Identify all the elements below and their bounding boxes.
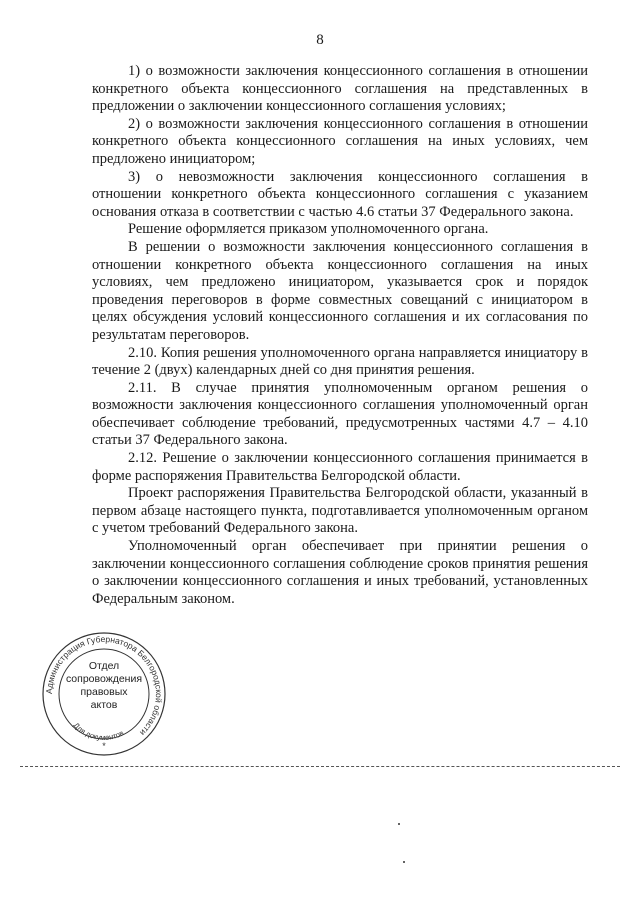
- paragraph-2-12: 2.12. Решение о заключении концессионного соглашения принимается в форме распоряжения Правительства Белгородской области.: [92, 450, 588, 484]
- office-stamp: [40, 630, 168, 758]
- paragraph-2-11: 2.11. В случае принятия уполномоченным органом решения о возможности заключения концессионного соглашения уполномоченный орган обеспечивает соблюдение требований, предусмотренных частями 4.7 – 4.10 статьи 37 Федерального закона.: [92, 379, 588, 449]
- stamp-inner-text: Для документов: [71, 720, 126, 743]
- stamp-outer-text: Администрация Губернатора Белгородской области: [43, 633, 165, 738]
- paragraph-2-10: 2.10. Копия решения уполномоченного органа направляется инициатору в течение 2 (двух) календарных дней со дня принятия решения.: [92, 344, 588, 379]
- document-body: [92, 63, 588, 608]
- paragraph-option-3: 3) о невозможности заключения концессионного соглашения в отношении конкретного объекта концессионного соглашения с указанием основания отказа в соответствии с частью 4.6 статьи 37 Федерального закона.: [92, 168, 588, 220]
- paragraph-negotiations: В решении о возможности заключения концессионного соглашения в отношении конкретного объекта концессионного соглашения на иных условиях, чем предложено инициатором, указывается срок и порядок проведения переговоров в форме совместных совещаний с инициатором в целях обсуждения условий концессионного соглашения и их согласования по результатам переговоров.: [92, 238, 588, 343]
- stamp-line-2: сопровождения: [65, 673, 143, 685]
- stamp-line-3: правовых: [80, 686, 128, 698]
- stamp-line-1: Отдел: [88, 660, 120, 672]
- paragraph-option-1: 1) о возможности заключения концессионного соглашения в отношении конкретного объекта концессионного соглашения на представленных в предложении о заключении концессионного соглашения условиях;: [92, 63, 588, 115]
- scan-speck: [398, 823, 400, 825]
- scan-speck: [403, 861, 405, 863]
- paragraph-authorized-body: Уполномоченный орган обеспечивает при принятии решения о заключении концессионного соглашения соблюдение сроков принятия решения о заключении концессионного соглашения и иных требований, установленных Федеральным законом.: [92, 538, 588, 607]
- stamp-line-4: актов: [90, 699, 118, 711]
- stamp-star-icon: *: [102, 741, 106, 751]
- paragraph-decision-form: Решение оформляется приказом уполномоченного органа.: [128, 221, 489, 238]
- page-number: 8: [316, 32, 324, 48]
- page-divider-line: [20, 766, 620, 767]
- stamp-center-text: [62, 660, 146, 712]
- paragraph-draft-order: Проект распоряжения Правительства Белгородской области, указанный в первом абзаце настоящего пункта, подготавливается уполномоченным органом с учетом требований Федерального закона.: [92, 485, 588, 537]
- paragraph-option-2: 2) о возможности заключения концессионного соглашения в отношении конкретного объекта концессионного соглашения на иных условиях, чем предложено инициатором;: [92, 115, 588, 167]
